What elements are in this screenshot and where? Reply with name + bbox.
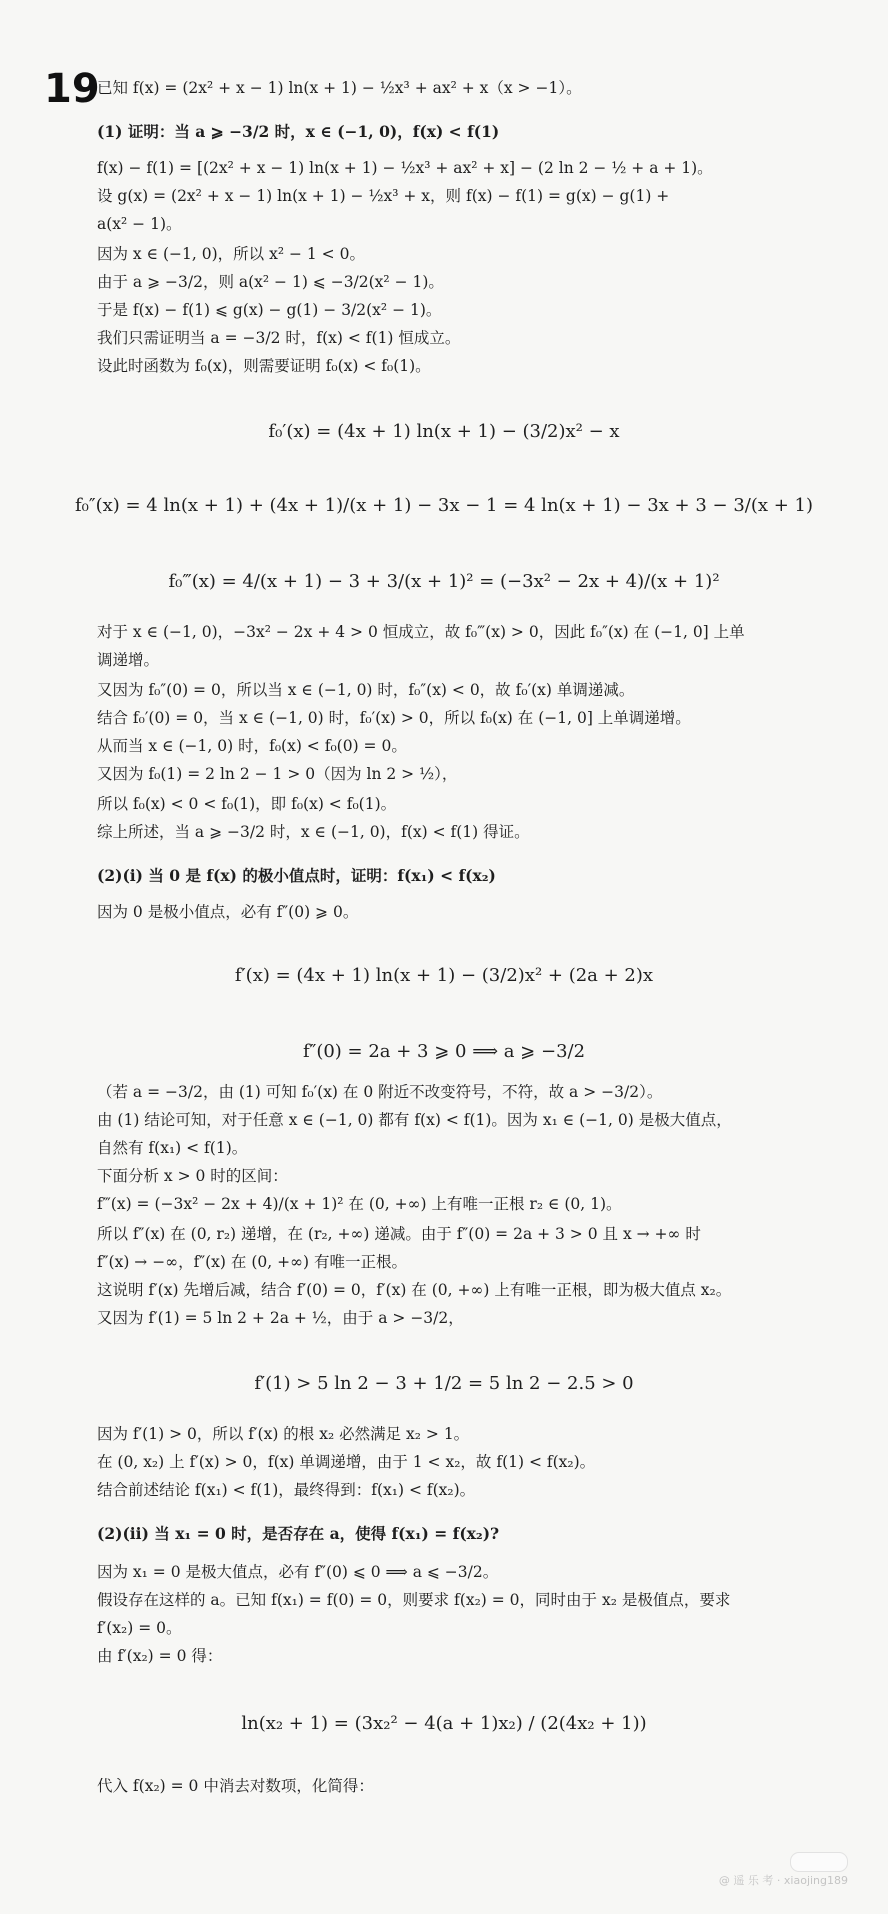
display-equation: f₀′(x) = (4x + 1) ln(x + 1) − (3/2)x² − x [268, 421, 620, 442]
text-line: 综上所述，当 a ⩾ −3/2 时，x ∈ (−1, 0)，f(x) < f(1) 得证。 [97, 823, 530, 841]
text-line: 又因为 f₀″(0) = 0，所以当 x ∈ (−1, 0) 时，f₀″(x) < 0，故 f₀′(x) 单调递减。 [97, 681, 635, 699]
text-line: 已知 f(x) = (2x² + x − 1) ln(x + 1) − ½x³ + ax² + x（x > −1）。 [97, 79, 582, 97]
text-line: 这说明 f′(x) 先增后减，结合 f′(0) = 0，f′(x) 在 (0, +∞) 上有唯一正根，即为极大值点 x₂。 [97, 1281, 732, 1299]
text-line: 结合前述结论 f(x₁) < f(1)，最终得到：f(x₁) < f(x₂)。 [97, 1481, 476, 1499]
text-line: 于是 f(x) − f(1) ⩽ g(x) − g(1) − 3/2(x² − 1)。 [97, 301, 442, 319]
text-line: 自然有 f(x₁) < f(1)。 [97, 1139, 248, 1157]
text-line: 所以 f″(x) 在 (0, r₂) 递增，在 (r₂, +∞) 递减。由于 f″(0) = 2a + 3 > 0 且 x → +∞ 时 [97, 1225, 701, 1243]
text-line: （若 a = −3/2，由 (1) 可知 f₀′(x) 在 0 附近不改变符号，不符，故 a > −3/2）。 [97, 1083, 663, 1101]
text-line: (1) 证明：当 a ⩾ −3/2 时，x ∈ (−1, 0)，f(x) < f(1) [97, 122, 500, 141]
text-line: 对于 x ∈ (−1, 0)，−3x² − 2x + 4 > 0 恒成立，故 f₀‴(x) > 0，因此 f₀″(x) 在 (−1, 0] 上单 [97, 623, 745, 641]
text-line: 所以 f₀(x) < 0 < f₀(1)，即 f₀(x) < f₀(1)。 [97, 795, 397, 813]
text-line: 由于 a ⩾ −3/2，则 a(x² − 1) ⩽ −3/2(x² − 1)。 [97, 273, 444, 291]
text-line: 因为 x₁ = 0 是极大值点，必有 f″(0) ⩽ 0 ⟹ a ⩽ −3/2。 [97, 1563, 499, 1581]
watermark: @ 遥 乐 考 · xiaojing189 [718, 1874, 848, 1887]
text-line: a(x² − 1)。 [97, 215, 182, 233]
display-equation: f″(0) = 2a + 3 ⩾ 0 ⟹ a ⩾ −3/2 [302, 1041, 586, 1062]
display-equation: f₀‴(x) = 4/(x + 1) − 3 + 3/(x + 1)² = (−3x² − 2x + 4)/(x + 1)² [168, 571, 720, 592]
text-line: 结合 f₀′(0) = 0，当 x ∈ (−1, 0) 时，f₀′(x) > 0，所以 f₀(x) 在 (−1, 0] 上单调递增。 [97, 709, 691, 727]
text-line: 调递增。 [97, 651, 160, 669]
text-line: 设 g(x) = (2x² + x − 1) ln(x + 1) − ½x³ + x，则 f(x) − f(1) = g(x) − g(1) + [97, 187, 670, 205]
display-equation: f′(x) = (4x + 1) ln(x + 1) − (3/2)x² + (2a + 2)x [234, 965, 654, 986]
text-line: 因为 0 是极小值点，必有 f″(0) ⩾ 0。 [97, 903, 359, 921]
text-line: 由 (1) 结论可知，对于任意 x ∈ (−1, 0) 都有 f(x) < f(1)。因为 x₁ ∈ (−1, 0) 是极大值点， [97, 1111, 732, 1129]
text-line: 在 (0, x₂) 上 f′(x) > 0，f(x) 单调递增，由于 1 < x₂，故 f(1) < f(x₂)。 [97, 1453, 596, 1471]
text-line: f(x) − f(1) = [(2x² + x − 1) ln(x + 1) − ½x³ + ax² + x] − (2 ln 2 − ½ + a + 1)。 [97, 159, 713, 177]
text-line: f‴(x) = (−3x² − 2x + 4)/(x + 1)² 在 (0, +∞) 上有唯一正根 r₂ ∈ (0, 1)。 [97, 1195, 622, 1213]
text-line: 我们只需证明当 a = −3/2 时，f(x) < f(1) 恒成立。 [97, 329, 461, 347]
text-line: 又因为 f₀(1) = 2 ln 2 − 1 > 0（因为 ln 2 > ½）， [97, 765, 458, 783]
text-line: 因为 f′(1) > 0，所以 f′(x) 的根 x₂ 必然满足 x₂ > 1。 [97, 1425, 470, 1443]
text-line: 由 f′(x₂) = 0 得： [97, 1647, 223, 1665]
watermark-badge [790, 1852, 848, 1872]
text-line: 又因为 f′(1) = 5 ln 2 + 2a + ½，由于 a > −3/2， [97, 1309, 464, 1327]
question-number: 19 [44, 66, 100, 112]
text-line: f″(x) → −∞，f″(x) 在 (0, +∞) 有唯一正根。 [97, 1253, 407, 1271]
text-line: 下面分析 x > 0 时的区间： [97, 1167, 288, 1185]
text-line: f′(x₂) = 0。 [97, 1619, 182, 1637]
text-line: 因为 x ∈ (−1, 0)，所以 x² − 1 < 0。 [97, 245, 365, 263]
display-equation: ln(x₂ + 1) = (3x₂² − 4(a + 1)x₂) / (2(4x₂ + 1)) [241, 1713, 647, 1734]
text-line: (2)(i) 当 0 是 f(x) 的极小值点时，证明：f(x₁) < f(x₂) [97, 866, 496, 885]
text-line: 假设存在这样的 a。已知 f(x₁) = f(0) = 0，则要求 f(x₂) = 0，同时由于 x₂ 是极值点，要求 [97, 1591, 731, 1609]
text-line: 设此时函数为 f₀(x)，则需要证明 f₀(x) < f₀(1)。 [97, 357, 431, 375]
display-equation: f′(1) > 5 ln 2 − 3 + 1/2 = 5 ln 2 − 2.5 > 0 [254, 1373, 634, 1394]
display-equation: f₀″(x) = 4 ln(x + 1) + (4x + 1)/(x + 1) − 3x − 1 = 4 ln(x + 1) − 3x + 3 − 3/(x + 1) [74, 495, 814, 516]
text-line: 从而当 x ∈ (−1, 0) 时，f₀(x) < f₀(0) = 0。 [97, 737, 407, 755]
text-line: 代入 f(x₂) = 0 中消去对数项，化简得： [97, 1777, 374, 1795]
text-line: (2)(ii) 当 x₁ = 0 时，是否存在 a，使得 f(x₁) = f(x₂)? [97, 1524, 500, 1543]
